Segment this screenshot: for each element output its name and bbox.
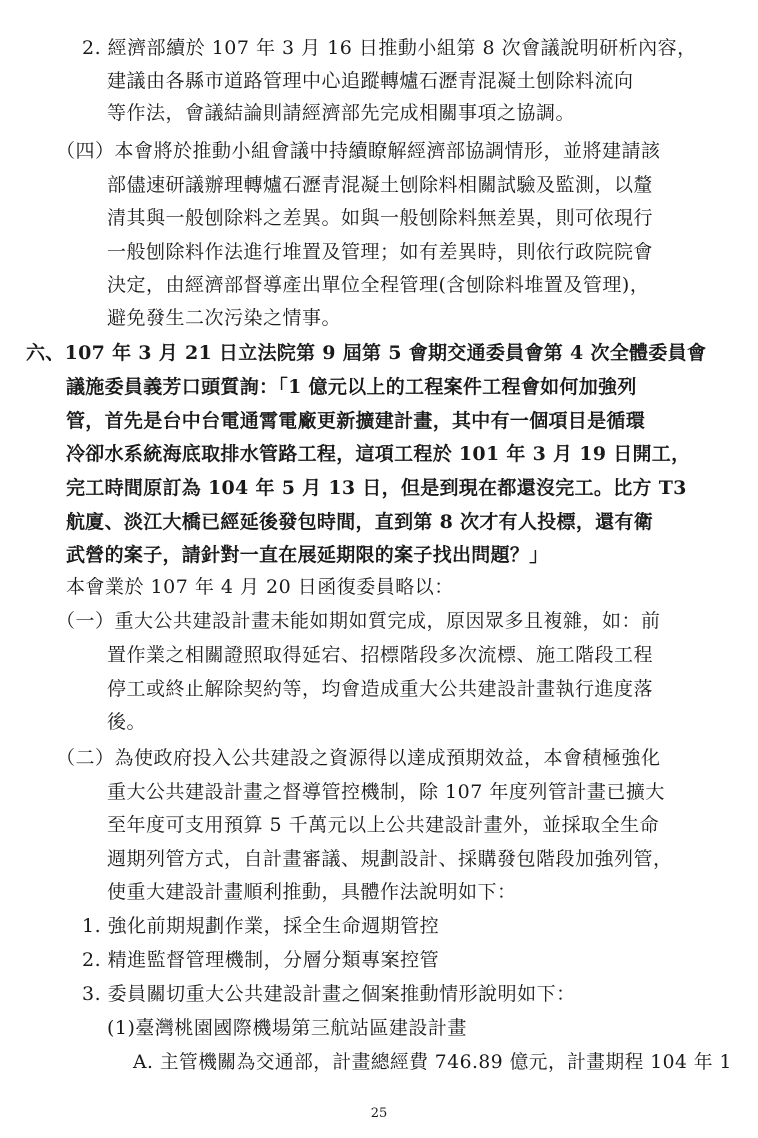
list-item: 1. 強化前期規劃作業，採全生命週期管控	[82, 915, 440, 937]
text-line: （二）為使政府投入公共建設之資源得以達成預期效益，本會積極強化	[56, 747, 661, 769]
text-line: （一）重大公共建設計畫未能如期如質完成，原因眾多且複雜，如：前	[56, 610, 661, 632]
page-number: 25	[370, 1106, 388, 1121]
list-item: A. 主管機關為交通部，計畫總經費 746.89 億元，計畫期程 104 年 1	[133, 1051, 732, 1073]
list-item: 2. 精進監督管理機制，分層分類專案控管	[82, 949, 440, 971]
text-line: 停工或終止解除契約等，均會造成重大公共建設計畫執行進度落	[107, 678, 654, 700]
text-line: 避免發生二次污染之情事。	[107, 307, 342, 329]
text-line: 本會業於 107 年 4 月 20 日函復委員略以：	[66, 576, 454, 598]
text-line: 完工時間原訂為 104 年 5 月 13 日，但是到現在都還沒完工。比方 T3	[66, 477, 687, 499]
text-line: 一般刨除料作法進行堆置及管理；如有差異時，則依行政院院會	[107, 241, 654, 263]
text-line: 部儘速研議辦理轉爐石瀝青混凝土刨除料相關試驗及監測，以釐	[107, 174, 654, 196]
section-heading-line: 六、107 年 3 月 21 日立法院第 9 屆第 5 會期交通委員會第 4 次全體委員會	[26, 342, 707, 364]
text-line: 冷卻水系統海底取排水管路工程，這項工程於 101 年 3 月 19 日開工，	[66, 443, 691, 465]
text-line: 後。	[107, 711, 147, 733]
text-line: （四）本會將於推動小組會議中持續瞭解經濟部協調情形，並將建請該	[56, 140, 661, 162]
text-line: 決定，由經濟部督導產出單位全程管理(含刨除料堆置及管理)，	[107, 274, 650, 296]
list-item: (1)臺灣桃園國際機場第三航站區建設計畫	[107, 1017, 467, 1039]
text-line: 清其與一般刨除料之差異。如與一般刨除料無差異，則可依現行	[107, 207, 654, 229]
text-line: 重大公共建設計畫之督導管控機制，除 107 年度列管計畫已擴大	[107, 781, 665, 803]
text-line: 建議由各縣市道路管理中心追蹤轉爐石瀝青混凝土刨除料流向	[107, 70, 634, 92]
list-item: 3. 委員關切重大公共建設計畫之個案推動情形說明如下：	[82, 983, 576, 1005]
text-line: 週期列管方式，自計畫審議、規劃設計、採購發包階段加強列管，	[107, 848, 673, 870]
text-line: 至年度可支用預算 5 千萬元以上公共建設計畫外，並採取全生命	[107, 814, 660, 836]
text-line: 航廈、淡江大橋已經延後發包時間，直到第 8 次才有人投標，還有衛	[66, 511, 654, 533]
text-line: 使重大建設計畫順利推動，具體作法說明如下：	[107, 881, 517, 903]
text-line: 置作業之相關證照取得延宕、招標階段多次流標、施工階段工程	[107, 644, 654, 666]
text-line: 2. 經濟部續於 107 年 3 月 16 日推動小組第 8 次會議說明研析內容，	[82, 37, 697, 59]
text-line: 武營的案子，請針對一直在展延期限的案子找出問題？」	[66, 544, 549, 566]
text-line: 等作法，會議結論則請經濟部先完成相關事項之協調。	[107, 102, 576, 124]
text-line: 管，首先是台中台電通霄電廠更新擴建計畫，其中有一個項目是循環	[66, 410, 646, 432]
text-line: 議施委員義芳口頭質詢：「1 億元以上的工程案件工程會如何加強列	[66, 376, 637, 398]
